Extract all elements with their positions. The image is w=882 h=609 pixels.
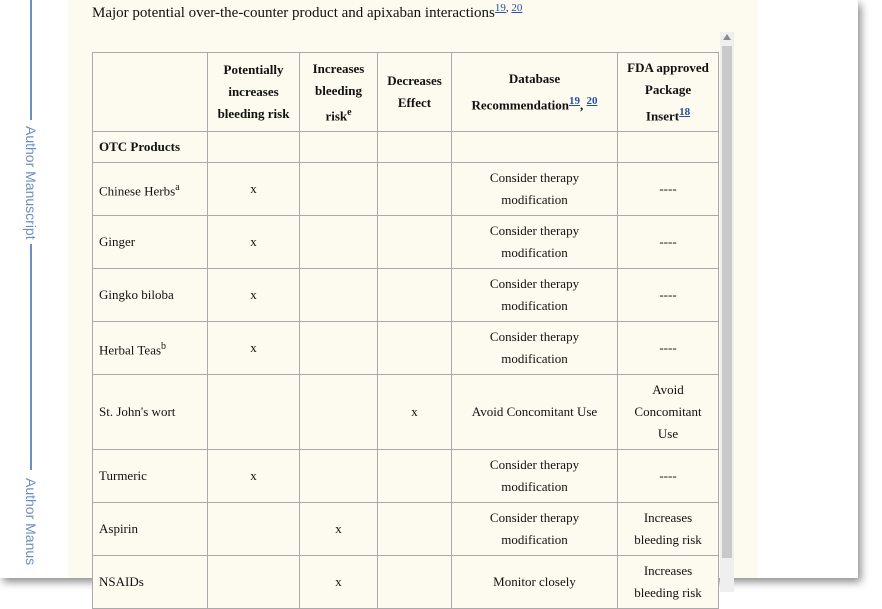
product-name-cell bbox=[93, 503, 208, 556]
vertical-scrollbar[interactable] bbox=[720, 32, 734, 592]
recommendation-cell bbox=[452, 450, 618, 503]
cell-text: Consider therapy modification bbox=[489, 223, 580, 261]
citation-link[interactable]: 20 bbox=[586, 95, 598, 107]
recommendation-cell bbox=[452, 163, 618, 216]
increases-bleeding-cell bbox=[300, 163, 378, 216]
cell-text: x bbox=[335, 574, 342, 590]
decreases-effect-cell bbox=[378, 269, 452, 322]
cell-text: x bbox=[335, 521, 342, 537]
product-name-cell bbox=[93, 269, 208, 322]
author-manuscript-label: Author Manuscript bbox=[23, 122, 39, 244]
cell-text: Avoid Concomitant Use bbox=[471, 404, 598, 420]
increases-bleeding-cell bbox=[300, 269, 378, 322]
increases-bleeding-cell bbox=[300, 375, 378, 450]
header-text: Increases bleeding risk bbox=[312, 60, 365, 123]
table-row bbox=[93, 322, 719, 375]
empty-cell bbox=[618, 132, 719, 163]
potentially-increases-cell bbox=[208, 450, 300, 503]
interaction-table bbox=[92, 52, 719, 609]
cell-text: Consider therapy modification bbox=[489, 457, 580, 495]
potentially-increases-cell bbox=[208, 556, 300, 609]
recommendation-cell bbox=[452, 216, 618, 269]
fda-insert-cell bbox=[618, 450, 719, 503]
header-fda-insert bbox=[618, 53, 719, 132]
cell-text: Increases bleeding risk bbox=[634, 563, 702, 601]
citation-link[interactable]: 19 bbox=[494, 2, 506, 14]
author-manuscript-label: Author Manus bbox=[23, 474, 39, 569]
cell-text: Consider therapy modification bbox=[489, 329, 580, 367]
table-row bbox=[93, 163, 719, 216]
cell-text: Aspirin bbox=[99, 521, 138, 537]
decreases-effect-cell bbox=[378, 375, 452, 450]
empty-cell bbox=[300, 132, 378, 163]
decreases-effect-cell bbox=[378, 163, 452, 216]
cell-text: Herbal Teas bbox=[99, 341, 162, 357]
table-row bbox=[93, 375, 719, 450]
product-name-cell bbox=[93, 556, 208, 609]
header-blank bbox=[93, 53, 208, 132]
header-potentially-increases: Potentially increases bleeding risk bbox=[208, 53, 300, 132]
cell-text: Gingko biloba bbox=[99, 287, 174, 303]
cell-text: Consider therapy modification bbox=[489, 276, 580, 314]
fda-insert-cell bbox=[618, 322, 719, 375]
scroll-thumb[interactable] bbox=[722, 46, 732, 558]
cell-text: x bbox=[411, 404, 418, 420]
empty-cell bbox=[378, 132, 452, 163]
increases-bleeding-cell bbox=[300, 322, 378, 375]
fda-insert-cell bbox=[618, 556, 719, 609]
product-name-cell bbox=[93, 163, 208, 216]
decreases-effect-cell bbox=[378, 556, 452, 609]
recommendation-cell bbox=[452, 322, 618, 375]
table-caption bbox=[92, 2, 522, 22]
cell-text: Chinese Herbs bbox=[99, 182, 176, 198]
citation-link[interactable]: 18 bbox=[679, 106, 691, 118]
cell-text: Consider therapy modification bbox=[489, 510, 580, 548]
comma: , bbox=[505, 2, 512, 14]
table-row bbox=[93, 503, 719, 556]
decreases-effect-cell bbox=[378, 322, 452, 375]
potentially-increases-cell bbox=[208, 503, 300, 556]
table-row bbox=[93, 556, 719, 609]
cell-text: Ginger bbox=[99, 234, 136, 250]
cell-text: x bbox=[250, 287, 257, 303]
cell-text: ---- bbox=[659, 181, 677, 197]
cell-text: ---- bbox=[659, 287, 677, 303]
potentially-increases-cell bbox=[208, 375, 300, 450]
footnote-marker: b bbox=[161, 340, 167, 352]
decreases-effect-cell bbox=[378, 216, 452, 269]
potentially-increases-cell bbox=[208, 269, 300, 322]
cell-text: ---- bbox=[659, 468, 677, 484]
recommendation-cell bbox=[452, 503, 618, 556]
cell-text: Turmeric bbox=[99, 468, 147, 484]
cell-text: Monitor closely bbox=[493, 574, 576, 590]
fda-insert-cell bbox=[618, 375, 719, 450]
empty-cell bbox=[452, 132, 618, 163]
header-text: FDA approved Package Insert bbox=[627, 60, 709, 124]
recommendation-cell bbox=[452, 375, 618, 450]
citation-link[interactable]: 19 bbox=[569, 95, 580, 107]
header-decreases-effect: Decreases Effect bbox=[378, 53, 452, 132]
cell-text: Consider therapy modification bbox=[489, 170, 580, 208]
sidebar-rule bbox=[30, 0, 32, 120]
increases-bleeding-cell bbox=[300, 450, 378, 503]
citation-link[interactable]: 20 bbox=[511, 2, 523, 14]
table-row bbox=[93, 216, 719, 269]
product-name-cell bbox=[93, 375, 208, 450]
section-label: OTC Products bbox=[93, 132, 208, 163]
caption-text: Major potential over-the-counter product and apixaban interactions bbox=[92, 5, 495, 21]
scroll-up-icon[interactable] bbox=[723, 34, 731, 40]
potentially-increases-cell bbox=[208, 163, 300, 216]
sidebar-rule bbox=[30, 236, 32, 470]
recommendation-cell bbox=[452, 269, 618, 322]
cell-text: x bbox=[250, 234, 257, 250]
cell-text: Increases bleeding risk bbox=[634, 510, 702, 548]
header-increases-bleeding bbox=[300, 53, 378, 132]
table-panel bbox=[68, 0, 758, 601]
product-name-cell bbox=[93, 216, 208, 269]
fda-insert-cell bbox=[618, 163, 719, 216]
cell-text: x bbox=[250, 181, 257, 197]
cell-text: ---- bbox=[659, 340, 677, 356]
cell-text: x bbox=[250, 340, 257, 356]
cell-text: x bbox=[250, 468, 257, 484]
header-database-recommendation: Database Recommendation$^{19}$, $^{20}$ bbox=[452, 53, 618, 132]
table-row bbox=[93, 450, 719, 503]
table-row bbox=[93, 269, 719, 322]
fda-insert-cell bbox=[618, 503, 719, 556]
cell-text: St. John's wort bbox=[99, 404, 176, 420]
potentially-increases-cell bbox=[208, 322, 300, 375]
decreases-effect-cell bbox=[378, 503, 452, 556]
recommendation-cell bbox=[452, 556, 618, 609]
cell-text: Avoid Concomitant Use bbox=[634, 382, 702, 442]
cell-text: NSAIDs bbox=[99, 574, 144, 590]
footnote-marker: a bbox=[175, 181, 180, 193]
potentially-increases-cell bbox=[208, 216, 300, 269]
header-text: Database Recommendation bbox=[471, 71, 569, 113]
decreases-effect-cell bbox=[378, 450, 452, 503]
fda-insert-cell bbox=[618, 216, 719, 269]
increases-bleeding-cell bbox=[300, 216, 378, 269]
section-row bbox=[93, 132, 719, 163]
empty-cell bbox=[208, 132, 300, 163]
increases-bleeding-cell bbox=[300, 503, 378, 556]
fda-insert-cell bbox=[618, 269, 719, 322]
product-name-cell bbox=[93, 450, 208, 503]
increases-bleeding-cell bbox=[300, 556, 378, 609]
product-name-cell bbox=[93, 322, 208, 375]
cell-text: ---- bbox=[659, 234, 677, 250]
footnote-marker: e bbox=[347, 106, 352, 118]
